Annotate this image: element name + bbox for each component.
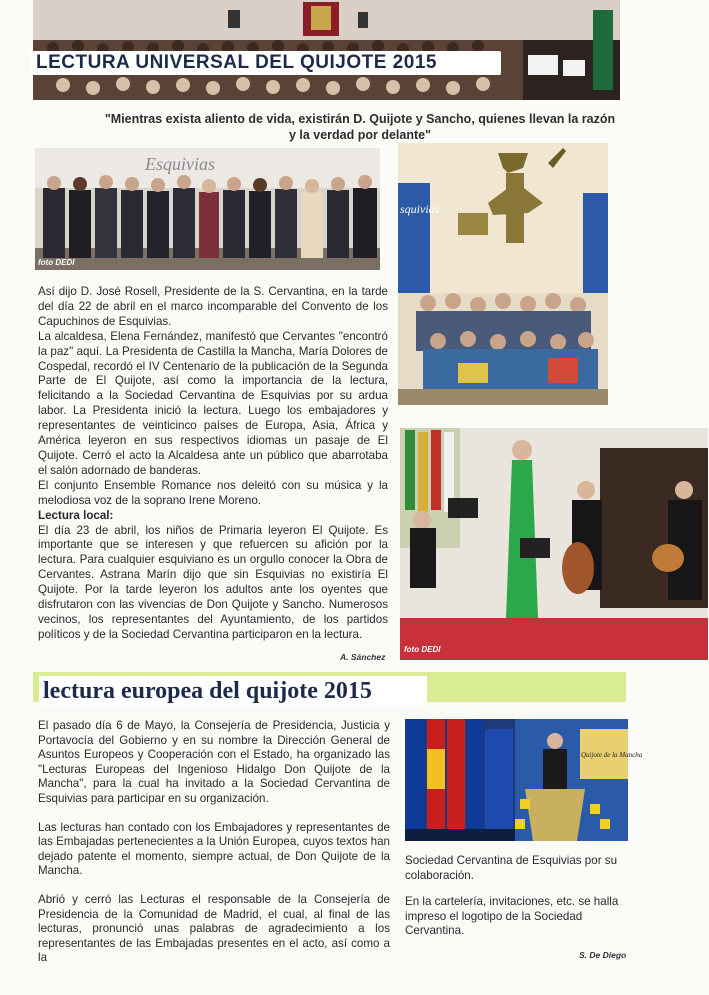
article1-subheading: Lectura local: [38,508,114,522]
article2-body [38,719,390,980]
article2-signature: S. De Diego [579,950,627,960]
article1-title: LECTURA UNIVERSAL DEL QUIJOTE 2015 [30,51,501,75]
article1-paragraph: La alcaldesa, Elena Fernández, manifestó que Cervantes "encontró la paz" aquí. La Presidenta de Castilla la Mancha, María Dolores de Cospedal, recordó el IV Centenario de la publicación de la Segunda Parte de El Quijote, así como la importancia de la lectura, felicitando a la Sociedad Cervantina de Esquivias por su ardua labor. La Presidenta inició la lectura. Luego los embajadores y representantes de veinticinco países de Europa, Asia, África y América leyeron en sus respectivos idiomas un pasaje de El Quijote. Cerró el acto la Alcaldesa ante un público que abarrotaba el salón adornado de banderas. [38,329,388,477]
article2-paragraph: El pasado día 6 de Mayo, la Consejería de Presidencia, Justicia y Portavocía del Gobierno y en su nombre la Dirección General de Asuntos Europeos y Cooperación con el Estado, ha organizado las "Lecturas Europeas del Ingenioso Hidalgo Don Quijote de la Mancha", para la cual ha invitado a la Sociedad Cervantina de Esquivias para participar en su organización. [38,719,390,805]
pull-quote-line2: y la verdad por delante" [288,128,432,142]
article1-paragraph: Así dijo D. José Rosell, Presidente de la S. Cervantina, en la tarde del día 22 de abril en el marco incomparable del Convento de los Capuchinos de Esquivias. [38,285,388,328]
article2-paragraph: Las lecturas han contado con los Embajadores y representantes de las Embajadas pertenecientes a la Unión Europea, cuyos textos han dejado patente el momento, siempre actual, de Don Quijote de la Mancha. [38,820,390,878]
group-photo [35,148,380,270]
pull-quote [40,111,680,143]
article2-sidebar-text [405,854,640,951]
photo-credit: foto DEDI [404,645,441,654]
article1-paragraph: El día 23 de abril, los niños de Primaria leyeron El Quijote. Es importante que se interesen y que refuercen su afición por la lectura. Para cualquier esquiviano es un orgullo conocer la Obra de Cervantes. Astrana Marín dijo que sin Esquivias no existiría El Quijote. Por la tarde leyeron los adultos ante los oyentes que disfrutaron con las vivencias de Don Quijote y Sancho. Numerosos vecinos, los representantes del Ayuntamiento, de los partidos políticos y de la Sociedad Cervantina participaron en la lectura. [38,523,388,641]
article1-signature: A. Sánchez [340,652,386,662]
eu-screen-text: Quijote de la Mancha [581,751,643,759]
statue-photo [398,143,608,405]
banner-photo [33,0,620,100]
article2-paragraph: Abrió y cerró las Lecturas el responsable de la Consejería de Presidencia de la Comunidad de Madrid, el cual, al final de las lecturas, pronunció unas palabras de agradecimiento a los representantes de las Embajadas presentes en el acto, así como a la [38,892,390,965]
article1-paragraph: El conjunto Ensemble Romance nos deleitó con su música y la melodiosa voz de la soprano Irene Moreno. [38,478,388,507]
pull-quote-line1: "Mientras exista aliento de vida, existirán D. Quijote y Sancho, quienes llevan la razón [104,112,616,126]
statue-banner-text: squivias [400,202,440,216]
photo-credit: foto DEDI [38,258,75,267]
article1-body [38,285,388,643]
eu-flags-photo [405,719,643,841]
article2-paragraph: En la cartelería, invitaciones, etc. se halla impreso el logotipo de la Sociedad Cervantina. [405,895,619,938]
article2-paragraph: Sociedad Cervantina de Esquivias por su colaboración. [405,854,618,882]
group-banner-text: Esquivias [145,154,215,174]
concert-photo [400,428,708,660]
article2-title: lectura europea del quijote 2015 [39,676,427,706]
